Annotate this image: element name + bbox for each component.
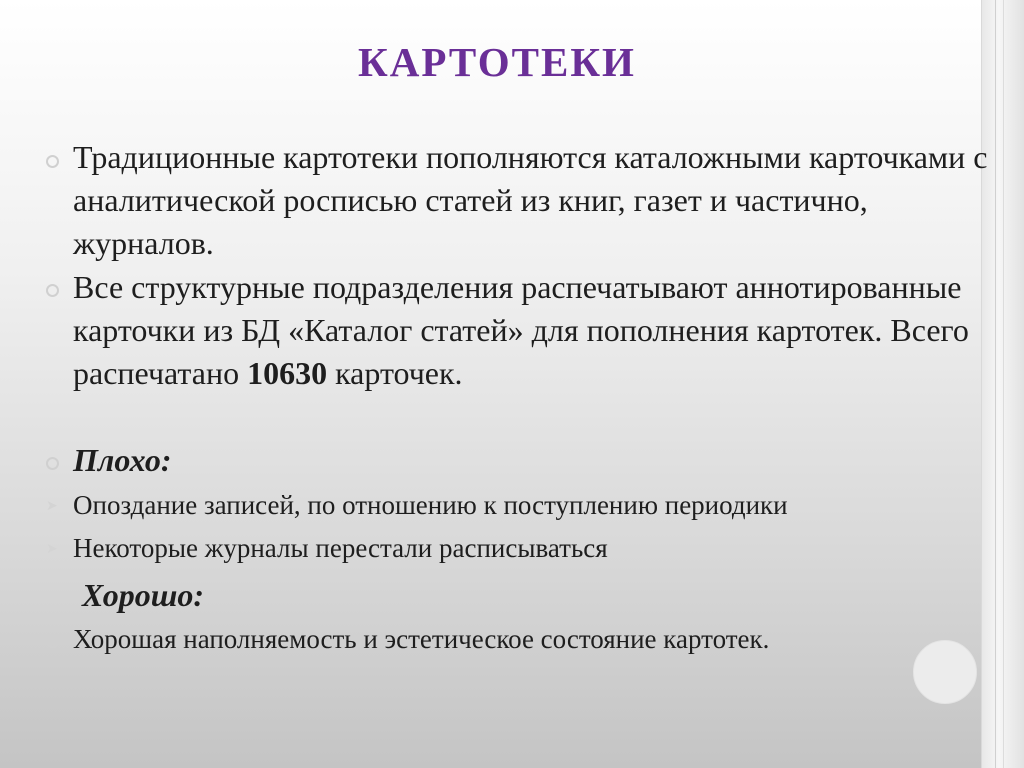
paragraph-traditional: Традиционные картотеки пополняются каталожными карточками с аналитической росписью статей из книг, газет и частично, журналов. (73, 139, 988, 261)
bad-item: Опоздание записей, по отношению к поступлению периодики (73, 490, 788, 520)
bullet-icon (46, 635, 59, 648)
bad-item: Некоторые журналы перестали расписываться (73, 533, 608, 563)
bullet-icon (46, 155, 59, 168)
arrow-bullet-icon: ➤ (46, 541, 58, 557)
slide-title: КАРТОТЕКИ (358, 39, 636, 85)
bad-heading: Плохо: (73, 442, 172, 478)
decorative-line (995, 0, 996, 768)
good-heading: Хорошо: (82, 577, 205, 613)
paragraph-printed-end: карточек. (327, 355, 463, 391)
good-item: Хорошая наполняемость и эстетическое состояние картотек. (73, 624, 770, 654)
printed-count: 10630 (247, 355, 328, 391)
paragraph-printed-text: Все структурные подразделения распечатывают аннотированные карточки из БД «Каталог статей» для пополнения картотек. Всего распечатано (73, 269, 969, 391)
bullet-icon (46, 284, 59, 297)
bullet-icon (46, 457, 59, 470)
arrow-bullet-icon: ➤ (46, 498, 58, 514)
paragraph-printed (73, 266, 988, 395)
decorative-line (1003, 0, 1004, 768)
